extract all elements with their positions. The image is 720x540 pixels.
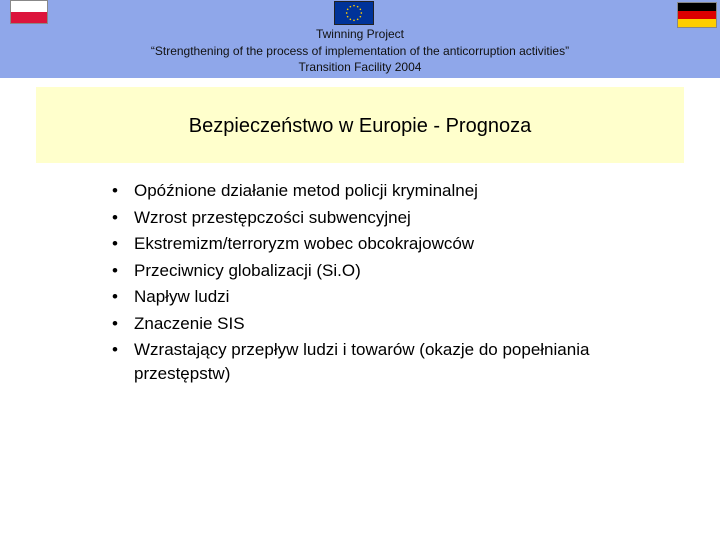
list-item	[112, 311, 692, 338]
eu-star-icon	[346, 12, 348, 14]
eu-star-icon	[347, 16, 349, 18]
germany-flag-icon	[677, 2, 717, 28]
bullet-icon: •	[112, 234, 118, 253]
list-item	[112, 205, 692, 232]
list-item-text: Ekstremizm/terroryzm wobec obcokrajowców	[134, 234, 475, 253]
eu-flag-icon	[334, 1, 374, 25]
bullet-icon: •	[112, 287, 118, 306]
list-item	[112, 178, 692, 205]
eu-star-icon	[350, 6, 352, 8]
eu-star-icon	[360, 16, 362, 18]
bullet-icon: •	[112, 260, 118, 280]
list-item	[112, 231, 692, 258]
bullet-icon: •	[112, 207, 118, 227]
eu-star-icon	[350, 19, 352, 21]
list-item-text: Opóźnione działanie metod policji kryminalnej	[134, 181, 478, 200]
slide-title: Bezpieczeństwo w Europie - Prognoza	[188, 115, 532, 137]
list-item-text: Znaczenie SIS	[134, 313, 245, 333]
eu-star-icon	[357, 6, 359, 8]
header-banner	[0, 0, 720, 78]
list-item-text: Napływ ludzi	[134, 287, 230, 306]
eu-star-icon	[353, 5, 355, 7]
eu-star-icon	[347, 9, 349, 11]
list-item	[112, 258, 692, 285]
project-subtitle: “Strengthening of the process of implementation of the anticorruption activities”	[150, 43, 570, 58]
project-facility: Transition Facility 2004	[298, 60, 422, 74]
bullet-icon: •	[112, 313, 118, 333]
list-item-continuation: przestępstw)	[134, 363, 231, 383]
eu-star-icon	[353, 20, 355, 22]
list-item-text: Wzrost przestępczości subwencyjnej	[134, 207, 411, 227]
eu-star-icon	[357, 19, 359, 21]
project-header-text	[0, 26, 720, 76]
bullet-icon: •	[112, 340, 118, 359]
list-item-text: Przeciwnicy globalizacji (Si.O)	[134, 260, 361, 280]
list-item	[112, 337, 692, 384]
list-item	[112, 284, 692, 311]
project-name: Twinning Project	[315, 27, 405, 41]
bullet-icon: •	[112, 181, 118, 200]
eu-star-icon	[360, 9, 362, 11]
list-item-text: Wzrastający przepływ ludzi i towarów (okazje do popełniania	[134, 340, 590, 359]
eu-star-icon	[361, 12, 363, 14]
poland-flag-icon	[10, 0, 48, 24]
bullet-list	[112, 178, 692, 384]
